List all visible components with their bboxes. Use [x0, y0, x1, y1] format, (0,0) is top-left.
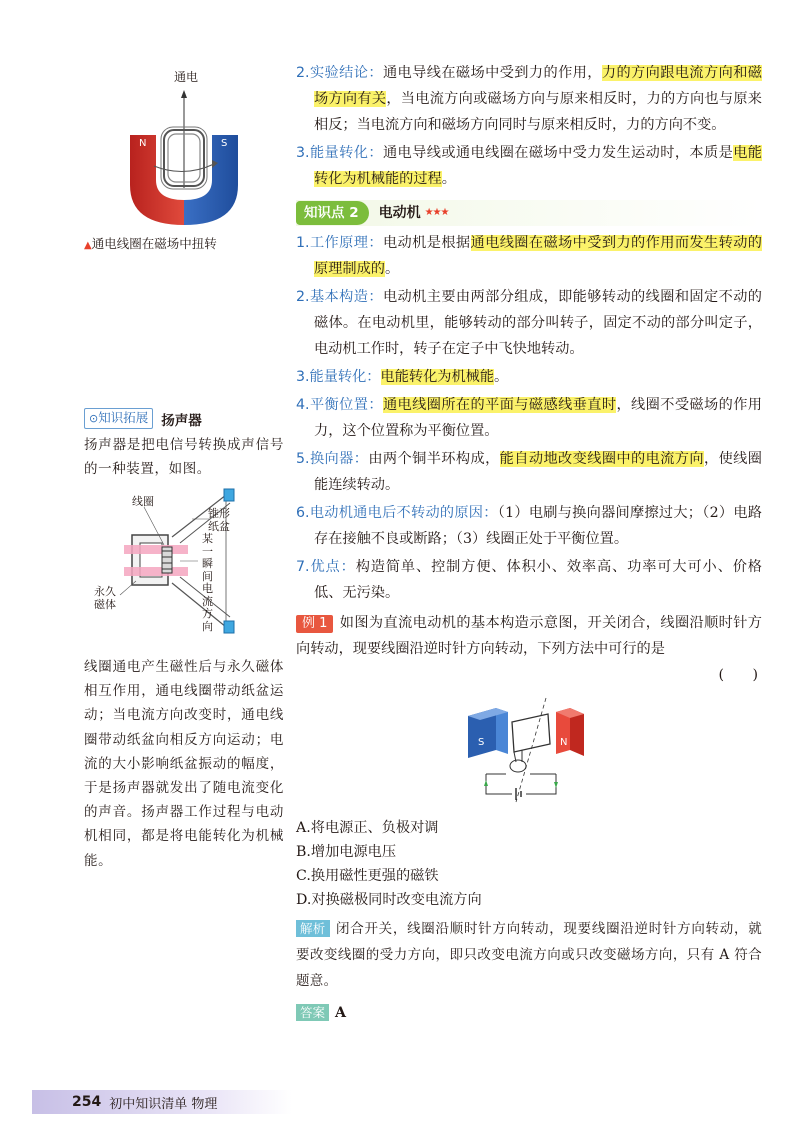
- label-coil: 线圈: [132, 495, 154, 508]
- motor-item: [296, 230, 762, 282]
- item-label: 平衡位置：: [309, 397, 383, 413]
- item-label: 基本构造：: [309, 289, 383, 305]
- item-text: （1）电刷与换向器间摩擦过大；（2）电路存在接触不良或断路；（3）线圈正处于平衡位置。: [314, 505, 762, 547]
- star-rating-icon: ★★★: [424, 207, 449, 218]
- label-current-direction: 某一瞬间电流方向: [202, 532, 213, 633]
- answer-parentheses: ( ): [718, 667, 758, 683]
- label-s-magnet: S: [478, 737, 485, 748]
- speaker-figure: [84, 487, 284, 637]
- item-label: 换向器：: [309, 451, 369, 467]
- option-item: C.换用磁性更强的磁铁: [296, 868, 439, 884]
- item-label: 工作原理：: [309, 235, 383, 251]
- answer-value: A: [335, 1005, 347, 1021]
- sidebar: [84, 60, 284, 873]
- item-text: 构造简单、控制方便、体积小、效率高、功率可大可小、价格低、无污染。: [314, 559, 762, 601]
- label-n-pole: N: [139, 138, 147, 149]
- analysis-text: 闭合开关，线圈沿顺时针方向转动，现要线圈沿逆时针方向转动，就要改变线圈的受力方向，即只改变电流方向或只改变磁场方向，只有 A 符合题意。: [296, 921, 762, 989]
- item-highlight: 电能转化为机械能的过程: [314, 145, 762, 187]
- analysis: [296, 916, 762, 994]
- extension-intro: 扬声器是把电信号转换成声信号的一种装置，如图。: [84, 437, 284, 477]
- label-current: 通电: [174, 70, 199, 84]
- knowledge-point-tag: 知识点 2: [296, 201, 369, 225]
- label-magnet: 永久磁体: [94, 585, 116, 611]
- option-item: B.增加电源电压: [296, 844, 397, 860]
- label-cone: 锥形纸盆: [208, 507, 230, 533]
- item-text-tail: ，使线圈能连续转动。: [314, 451, 762, 493]
- item-text: 电动机主要由两部分组成，即能够转动的线圈和固定不动的磁体。在电动机里，能够转动的部分叫转子，固定不动的部分叫定子，电动机工作时，转子在定子中飞快地转动。: [314, 289, 762, 357]
- coil-in-magnet-diagram: [84, 60, 284, 230]
- option-item: A.将电源正、负极对调: [296, 820, 439, 836]
- extension-body: 线圈通电产生磁性后与永久磁体相互作用，通电线圈带动纸盆运动；当电流方向改变时，通电线圈带动纸盆向相反方向运动；电流的大小影响纸盆振动的幅度，于是扬声器就发出了随电流变化的声音。扬声器工作过程与电动机相同，都是将电能转化为机械能。: [84, 659, 284, 869]
- coil-figure-caption: [84, 234, 284, 252]
- label-n-magnet: N: [560, 737, 568, 748]
- caption-text: 通电线圈在磁场中扭转: [91, 236, 217, 251]
- motor-item: [296, 500, 762, 552]
- book-title: 初中知识清单 物理: [109, 1096, 218, 1112]
- example-tag: 例 1: [296, 615, 333, 633]
- answer-line: [296, 1000, 762, 1026]
- triangle-icon: ▲: [84, 240, 92, 251]
- motor-figure: [466, 694, 586, 812]
- item-number: 1.: [296, 235, 310, 251]
- section-energy: [296, 140, 762, 192]
- motor-item: [296, 392, 762, 444]
- item-highlight: 能自动地改变线圈中的电流方向: [499, 451, 704, 467]
- magnet-blue-half: [184, 135, 238, 225]
- knowledge-point-header: [296, 200, 762, 226]
- example-block: [296, 610, 762, 1026]
- item-text-tail: 。: [441, 171, 456, 187]
- item-highlight: 电能转化为机械能: [380, 369, 495, 385]
- motor-item: [296, 364, 762, 390]
- answer-tag: 答案: [296, 1004, 329, 1021]
- motor-item: [296, 446, 762, 498]
- motor-item: [296, 554, 762, 606]
- page-footer: [32, 1090, 292, 1114]
- example-question: [296, 610, 762, 662]
- item-highlight: 力的方向跟电流方向和磁场方向有关: [314, 65, 762, 107]
- coil-figure: [84, 60, 284, 230]
- item-number: 5.: [296, 451, 310, 467]
- option-item: D.对换磁极同时改变电流方向: [296, 892, 482, 908]
- item-text-tail: ，当电流方向或磁场方向与原来相反时，力的方向也与原来相反；当电流方向和磁场方向同时与原来相反时，力的方向不变。: [314, 91, 762, 133]
- item-highlight: 通电线圈在磁场中受到力的作用而发生转动的原理制成的: [314, 235, 762, 277]
- item-text-tail: ，线圈不受磁场的作用力，这个位置称为平衡位置。: [314, 397, 762, 439]
- item-text-tail: 。: [494, 369, 509, 385]
- label-s-pole: S: [221, 138, 228, 149]
- options-list: [296, 816, 762, 912]
- magnifier-icon: ⊙: [89, 412, 99, 425]
- item-number: 6.: [296, 505, 310, 521]
- extension-header: [84, 408, 284, 429]
- page-number: 254: [72, 1094, 102, 1110]
- question-text: 如图为直流电动机的基本构造示意图，开关闭合，线圈沿顺时针方向转动，现要线圈沿逆时针方向转动，下列方法中可行的是: [296, 615, 762, 657]
- item-label: 优点：: [309, 559, 356, 575]
- item-label: 能量转化：: [309, 369, 381, 385]
- item-number: 2.: [296, 289, 310, 305]
- item-number: 3.: [296, 369, 310, 385]
- item-label: 电动机通电后不转动的原因：: [309, 505, 498, 521]
- main-content: [296, 60, 762, 1026]
- extension-title: 扬声器: [161, 412, 202, 429]
- extension-tag-label: 知识拓展: [98, 410, 149, 425]
- item-number: 2.: [296, 65, 310, 81]
- item-text: 由两个铜半环构成，: [368, 451, 500, 467]
- knowledge-point-title: 电动机: [378, 205, 421, 221]
- item-number: 7.: [296, 559, 310, 575]
- item-text-tail: 。: [384, 261, 400, 277]
- item-text: 通电导线或通电线圈在磁场中受力发生运动时，本质是: [382, 145, 734, 161]
- item-number: 4.: [296, 397, 310, 413]
- item-highlight: 通电线圈所在的平面与磁感线垂直时: [382, 397, 617, 413]
- item-label: 能量转化：: [309, 145, 383, 161]
- motor-items-list: [296, 230, 762, 606]
- section-conclusion: [296, 60, 762, 138]
- speaker-diagram: [84, 487, 284, 637]
- item-text: 通电导线在磁场中受到力的作用，: [382, 65, 602, 81]
- item-number: 3.: [296, 145, 310, 161]
- item-text: 电动机是根据: [382, 235, 471, 251]
- extension-tag: [84, 408, 153, 429]
- analysis-tag: 解析: [296, 920, 330, 937]
- item-label: 实验结论：: [309, 65, 383, 81]
- motor-item: [296, 284, 762, 362]
